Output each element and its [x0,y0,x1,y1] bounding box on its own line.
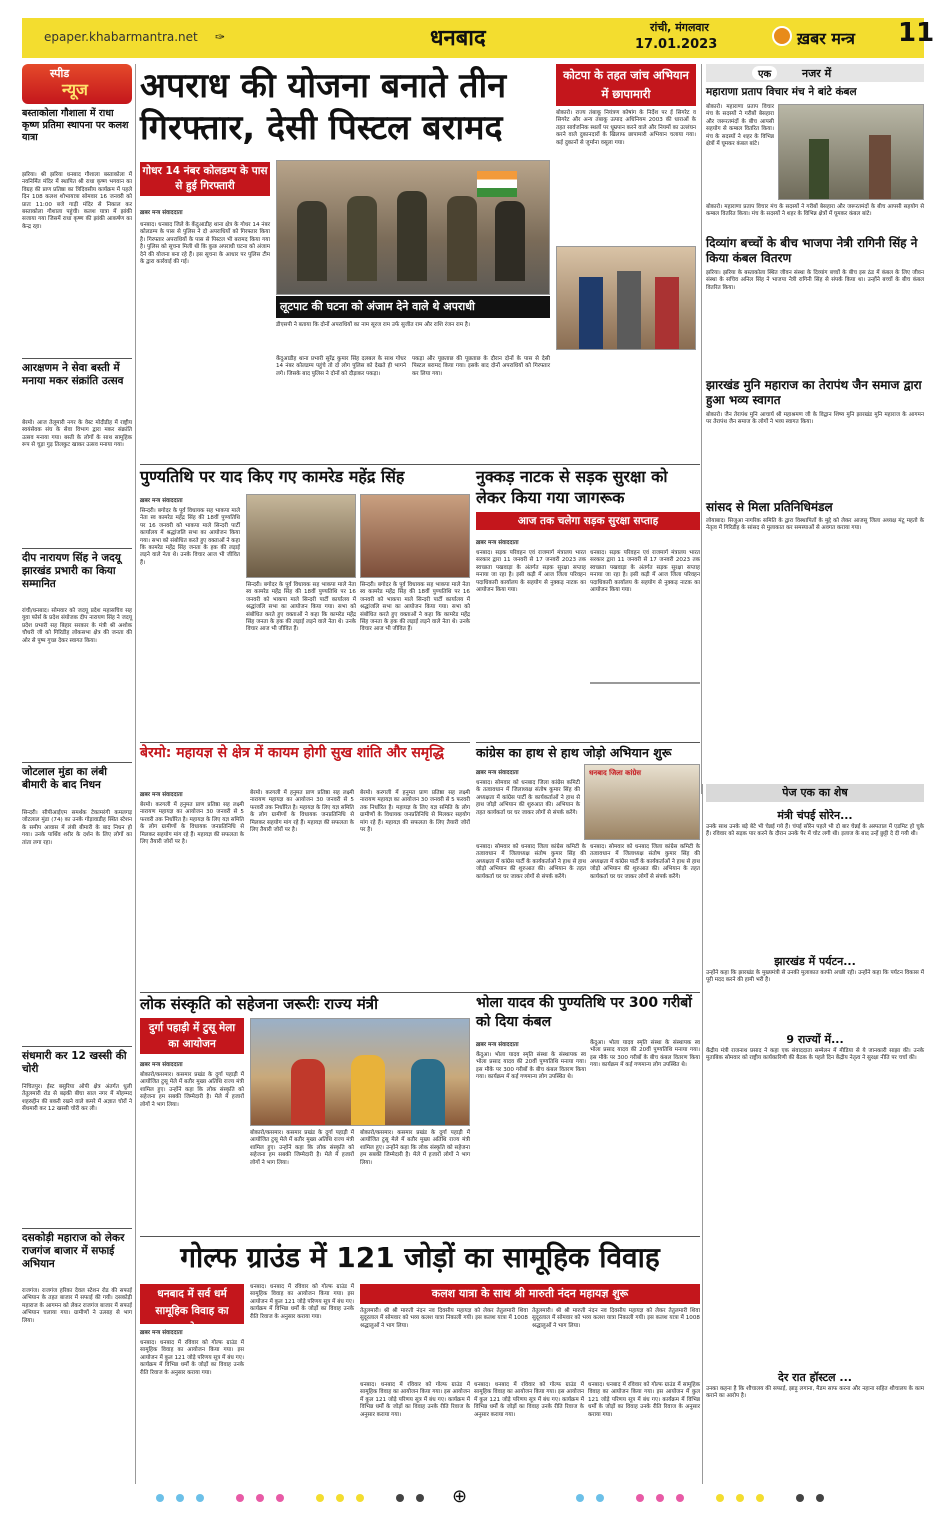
bermo-body-1: बेरमो। करगली में हनुमत प्राण प्रतिष्ठा सह लक्ष्मी नारायण महायज्ञ का आयोजन 30 जनवरी से 5 फरवरी तक निर्धारित है। महायज्ञ के लिए यज्ञ समिति के लोग ग्रामीणों के विधायक जनप्रतिनिधि से मिलकर सहयोग मांग रहे हैं। महायज्ञ की सफलता के लिए तैयारी जोरों पर है। [140,802,244,846]
mahendra-byline: ख़बर मन्त्र संवाददाता [140,498,183,504]
lead-body-2: केंदुआडीह थाना प्रभारी सुरेंद्र कुमार सिंह दलबल के साथ गोधर 14 नंबर कोलडम्प पहुंचे तो दो लोग पुलिस को देखते ही भागने लगे। जिसके बाद पुलिस ने दोनों को दौड़ाकर पकड़ा। [276,356,406,377]
nukkad-sub: आज तक चलेगा सड़क सुरक्षा सप्ताह [476,512,700,530]
speed-news-logo [22,64,132,104]
page-ek-s3-body: केंद्रीय मंत्री राजनाथ प्रसाद ने कहा एक संवाददाता सम्मेलन में मीडिया से ये जानकारी साझा की। उनके मुताबिक सोमवार को राष्ट्रीय कार्यकारिणी की बैठक के पहले दिन केंद्रीय नेतृत्व ने सुरक्षा नीति पर चर्चा की। [706,1048,924,1062]
ek-nazar-story-1-body: बोकारो। महाराणा प्रताप विचार मंच के सदस्यों ने गरीबों बेसहारा और जरूरतमंदों के बीच आपसी सहयोग से कम्बल वितरित किया। मंच के सदस्यों ने शहर के विभिन्न क्षेत्रों में घूमकर कंबल बांटे। [706,104,774,148]
nukkad-byline: ख़बर मन्त्र संवाददाता [476,540,519,546]
divider [22,762,132,763]
page-ek-header: पेज एक का शेष [706,784,924,802]
city-title: धनबाद [430,26,486,51]
bhola-title: भोला यादव की पुण्यतिथि पर 300 गरीबों को दिया कंबल [476,995,692,1030]
bhola-body-1: केंदुआ। भोला यादव स्मृति संस्था के संस्थापक स्व भोला प्रसाद यादव की 20वीं पुण्यतिथि मनाया गया। इस मौके पर 300 गरीबों के बीच कंबल वितरण किया गया। कार्यक्रम में कई गणमान्य लोग उपस्थित थे। [476,1052,586,1081]
mahendra-body-2: सिन्दरी। बगोदर के पूर्व विधायक सह भाकपा माले नेता स्व कामरेड महेंद्र सिंह की 18वीं पुण्यतिथि पर 16 जनवरी को भाकपा माले सिन्दरी पार्टी कार्यालय में श्रद्धांजलि सभा का आयोजन किया गया। सभा को संबोधित करते हुए वक्ताओं ने कहा कि कामरेड महेंद्र सिंह जनता के हक की लड़ाई लड़ने वाले नेता थे। उनके विचार आज भी जीवित हैं। [246,582,356,633]
golf-body-3: धनबाद। धनबाद में रविवार को गोल्फ ग्राउंड में सामूहिक विवाह का आयोजन किया गया। इस आयोजन में कुल 121 जोड़े परिणय सूत्र में बंध गए। कार्यक्रम में विभिन्न धर्मों के जोड़ों का विवाह उनके रीति रिवाज के अनुसार कराया गया। [360,1382,470,1418]
speed-news-3-title: दीप नारायण सिंह ने जदयू झारखंड प्रभारी का किया सम्मानित [22,552,121,590]
speed-news-1-title: बस्ताकोला गौशाला में राधा कृष्ण प्रतिमा स्थापना पर कलश यात्रा [22,108,129,143]
kalash-body-2: तेतुलमारी। श्री श्री मारुती नंदन नव दिवसीय महायज्ञ को लेकर तेतुलमारी शिवा सुदूरलाल में सोमवार को भव्य कलश यात्रा निकाली गयी। इस कलश यात्रा में 1008 श्रद्धालुओं ने भाग लिया। [532,1308,700,1329]
divider [476,742,700,743]
speed-news-2-body: बेरमो। आज तेलूमारी नगर के वेस्ट मोदीडीह में राष्ट्रीय स्वयंसेवक संघ के सेवा विभाग द्वारा मकर संक्रांति उत्सव मनाया गया। बस्ती के लोगों के साथ सामूहिक रूप से चूड़ा गुड़ तिलकुट खाकर उत्सव मनाया गया। [22,420,132,449]
ek-nazar-story-4-body: लोयाबाद। सिजुआ नागरिक समिति के द्वारा विस्थापितों के मुद्दे को लेकर आजसू जिला अध्यक्ष मंटू महतो के नेतृत्व में गिरिडीह के सांसद से मुलाकात कर समस्याओं से अवगत कराया गया। [706,518,924,532]
page-ek-s2-title: झारखंड में पर्यटन... [774,955,856,968]
ek-nazar-story-2-title: दिव्यांग बच्चों के बीच भाजपा नेत्री रागिनी सिंह ने किया कंबल वितरण [706,236,918,265]
lead-headline-line-2: गिरफ्तार, देसी पिस्टल बरामद [140,108,503,148]
ek-nazar-label: नजर में [802,67,832,80]
lead-photo-caption: लूटपाट की घटना को अंजाम देने वाले थे अपराधी [276,296,550,318]
page-ek-s4-title: देर रात हॉस्टल ... [778,1371,852,1384]
mahendra-photo-2 [360,494,470,578]
brand-name: ख़बर मन्त्र [797,29,855,48]
speed-news-6-title: दसकोड़ी महाराज को लेकर राजगंज बाजार में सफाई अभियान [22,1232,125,1270]
footer-dots-svg [150,1491,850,1505]
bermo-title: बेरमो: महायज्ञ से क्षेत्र में कायम होगी सुख शांति और समृद्धि [140,745,444,761]
golf-body-2: धनबाद। धनबाद में रविवार को गोल्फ ग्राउंड में सामूहिक विवाह का आयोजन किया गया। इस आयोजन में कुल 121 जोड़े परिणय सूत्र में बंध गए। कार्यक्रम में विभिन्न धर्मों के जोड़ों का विवाह उनके रीति रिवाज के अनुसार कराया गया। [250,1284,354,1320]
divider [140,464,700,465]
lok-body-1: बोकारो/कसमार। कसमार प्रखंड के दुर्गा पहाड़ी में आयोजित टुसू मेले में बतौर मुख्य अतिथि राज्य मंत्री शामिल हुए। उन्होंने कहा कि लोक संस्कृति को सहेजना हम सबकी जिम्मेदारी है। मेले में हजारों लोगों ने भाग लिया। [140,1072,244,1108]
mahendra-body-3: सिन्दरी। बगोदर के पूर्व विधायक सह भाकपा माले नेता स्व कामरेड महेंद्र सिंह की 18वीं पुण्यतिथि पर 16 जनवरी को भाकपा माले सिन्दरी पार्टी कार्यालय में श्रद्धांजलि सभा का आयोजन किया गया। सभा को संबोधित करते हुए वक्ताओं ने कहा कि कामरेड महेंद्र सिंह जनता के हक की लड़ाई लड़ने वाले नेता थे। उनके विचार आज भी जीवित हैं। [360,582,470,633]
lok-body-2: बोकारो/कसमार। कसमार प्रखंड के दुर्गा पहाड़ी में आयोजित टुसू मेले में बतौर मुख्य अतिथि राज्य मंत्री शामिल हुए। उन्होंने कहा कि लोक संस्कृति को सहेजना हम सबकी जिम्मेदारी है। मेले में हजारों लोगों ने भाग लिया। [250,1130,354,1166]
page-ek-s3-title: 9 राज्यों में... [786,1033,844,1046]
header-place-day: रांची, मंगलवार [650,21,709,34]
page-ek-s4-body: उनका कहना है कि शौचालय की सफाई, झाड़ू लगाना, मैडम साफ करना और नहाना सहित शौचालय के काम कराने का आरोप है। [706,1386,924,1400]
golf-title: गोल्फ ग्राउंड में 121 जोड़ों का सामूहिक विवाह [180,1241,660,1274]
divider [140,1236,700,1237]
lok-body-3: बोकारो/कसमार। कसमार प्रखंड के दुर्गा पहाड़ी में आयोजित टुसू मेले में बतौर मुख्य अतिथि राज्य मंत्री शामिल हुए। उन्होंने कहा कि लोक संस्कृति को सहेजना हम सबकी जिम्मेदारी है। मेले में हजारों लोगों ने भाग लिया। [360,1130,470,1166]
divider [22,1228,132,1229]
kotpa-body: बोकारो। राज्य तंबाकू नियंत्रण कोषांग के निर्देश पर ई सिगरेट व सिगरेट और अन्य तंबाकू उत्पाद अधिनियम 2003 की धाराओं के तहत सार्वजनिक स्थलों पर धूम्रपान करने वाले और नियमों का उल्लंघन करने वाले दुकानदारों के खिलाफ छापामारी अभियान चलाया गया। कई दुकानों से जुर्माना वसूला गया। [556,110,696,146]
cursor-icon: ✑ [215,30,226,44]
ek-nazar-story-1-title: महाराणा प्रताप विचार मंच ने बांटे कंबल [706,86,857,98]
speed-news-4-body: सिन्दरी। सीपीआईएम समर्थक टेकामरंगी कमलगड़ जोटलाल मुंडा (74) का उनके गोड़ावाडीह स्थित स्टेशन के समीप आवास में लंबी बीमारी के बाद निधन हो गया। उनके पार्थिव शरीर के दर्शन के लिए लोगों का तांता लगा रहा। [22,810,132,846]
column-rule [135,64,136,1484]
mahendra-body: सिन्दरी। बगोदर के पूर्व विधायक सह भाकपा माले नेता स्व कामरेड महेंद्र सिंह की 18वीं पुण्यतिथि पर 16 जनवरी को भाकपा माले सिन्दरी पार्टी कार्यालय में श्रद्धांजलि सभा का आयोजन किया गया। सभा को संबोधित करते हुए वक्ताओं ने कहा कि कामरेड महेंद्र सिंह जनता के हक की लड़ाई लड़ने वाले नेता थे। उनके विचार आज भी जीवित हैं। [140,508,240,566]
congress-body-3: धनबाद। सोमवार को धनबाद जिला कांग्रेस कमिटी के तत्वावधान में जिलाध्यक्ष संतोष कुमार सिंह की अध्यक्षता में कांग्रेस पार्टी के कार्यकर्ताओं ने हाथ से हाथ जोड़ो अभियान की शुरुआत की। अभियान के तहत कार्यकर्ता घर घर जाकर लोगों से संपर्क करेंगे। [590,844,701,880]
lead-photo-note: डीएसपी ने बताया कि दोनों अपराधियों का नाम सूरज राम उर्फ सुजीत राम और राशि रंजन राम है। [276,322,470,328]
brand-logo-icon [772,26,792,46]
site-url[interactable]: epaper.khabarmantra.net [44,30,198,44]
ek-nazar-story-1-photo [778,104,924,200]
congress-photo [584,764,700,840]
lead-byline: ख़बर मन्त्र संवाददाता [140,210,183,216]
kotpa-photo [556,246,696,350]
speed-news-logo-bottom: न्यूज [62,80,88,99]
golf-byline: ख़बर मन्त्र संवाददाता [140,1330,183,1336]
divider [140,742,470,743]
lok-photo [250,1018,470,1126]
lead-photo [276,160,550,295]
ek-nazar-badge: एक [752,66,777,80]
speed-news-3-body: रांची/धनबाद। सोमवार को जदयू प्रदेश महासचिव सह युवा फोर्स के प्रदेश संयोजक दीप नारायण सिंह ने जदयू प्रदेश प्रभारी सह बिहार सरकार के मंत्री श्री अशोक चौधरी जी को गिरिडीह लोकसभा क्षेत्र की जनता की ओर से पुष्प गुच्छ देकर स्वागत किया। [22,608,132,644]
lead-body-1: धनबाद। धनबाद जिले के केंदुआडीह थाना क्षेत्र के गोधर 14 नंबर कोलडम्प के पास से पुलिस ने दो अपराधियों को गिरफ्तार किया है। गिरफ्तार अपराधियों के पास से पिस्टल भी बरामद किया गया है। पुलिस को सूचना मिली थी कि कुछ अपराधी घटना को अंजाम देने की योजना बना रहे हैं। इस सूचना के आधार पर पुलिस टीम के द्वारा कार्रवाई की गई। [140,222,270,266]
bhola-body-2: केंदुआ। भोला यादव स्मृति संस्था के संस्थापक स्व भोला प्रसाद यादव की 20वीं पुण्यतिथि मनाया गया। इस मौके पर 300 गरीबों के बीच कंबल वितरण किया गया। कार्यक्रम में कई गणमान्य लोग उपस्थित थे। [590,1040,700,1069]
column-rule [702,784,703,1484]
nukkad-photo [590,682,700,684]
nukkad-body-2: धनबाद। सड़क परिवहन एवं राजमार्ग मंत्रालय भारत सरकार द्वारा 11 जनवरी से 17 जनवरी 2023 तक स्वच्छता पखवाड़ा के अंतर्गत सड़क सुरक्षा सप्ताह मनाया जा रहा है। इसी कड़ी में आज जिला परिवहन पदाधिकारी कार्यालय के सहयोग से नुक्कड़ नाटक का आयोजन किया गया। [590,550,700,594]
speed-news-4-title: जोटलाल मुंडा का लंबी बीमारी के बाद निधन [22,766,107,791]
page-number: 11 [898,18,935,48]
ek-nazar-story-3-body: बोकारो। जैन तेरापंथ मुनि आचार्य श्री महाश्रमण जी के विद्वान शिष्य मुनि झारखंड मुनि महाराज के आगमन पर तेरापंथ जैन समाज के लोगों ने भव्य स्वागत किया। [706,412,924,426]
speed-news-6-body: राजगंज। राजगंज हरिका देवल स्टेशन रोड की सफाई अभियान के तहत बाजार में सफाई की गयी। दसकोड़ी महाराज के आगमन को लेकर राजगंज बाजार में सफाई अभियान चलाया गया। ग्रामीणों ने उत्साह से भाग लिया। [22,1288,132,1324]
kalash-body: तेतुलमारी। श्री श्री मारुती नंदन नव दिवसीय महायज्ञ को लेकर तेतुलमारी शिवा सुदूरलाल में सोमवार को भव्य कलश यात्रा निकाली गयी। इस कलश यात्रा में 1008 श्रद्धालुओं ने भाग लिया। [360,1308,528,1329]
page-ek-s2-body: उन्होंने कहा कि झारखंड के मुख्यमंत्री से उनकी मुलाकात काफी अच्छी रही। उन्होंने कहा कि पर्यटन विकास में पूरी मदद करने की हामी भरी है। [706,970,924,984]
column-rule [701,64,702,794]
lok-kicker: दुर्गा पहाड़ी में टुसू मेला का आयोजन [140,1018,244,1054]
bermo-byline: ख़बर मन्त्र संवाददाता [140,792,183,798]
congress-photo-banner: धनबाद जिला कांग्रेस [589,769,642,777]
footer-color-dots [150,1490,850,1504]
lead-headline-line-1: अपराध की योजना बनाते तीन [140,66,507,106]
mahendra-photo-1 [246,494,356,578]
bermo-body-2: बेरमो। करगली में हनुमत प्राण प्रतिष्ठा सह लक्ष्मी नारायण महायज्ञ का आयोजन 30 जनवरी से 5 फरवरी तक निर्धारित है। महायज्ञ के लिए यज्ञ समिति के लोग ग्रामीणों के विधायक जनप्रतिनिधि से मिलकर सहयोग मांग रहे हैं। महायज्ञ की सफलता के लिए तैयारी जोरों पर है। [250,790,354,834]
golf-body-5: धनबाद। धनबाद में रविवार को गोल्फ ग्राउंड में सामूहिक विवाह का आयोजन किया गया। इस आयोजन में कुल 121 जोड़े परिणय सूत्र में बंध गए। कार्यक्रम में विभिन्न धर्मों के जोड़ों का विवाह उनके रीति रिवाज के अनुसार कराया गया। [588,1382,700,1418]
ek-nazar-story-4-title: सांसद से मिला प्रतिनिधिमंडल [706,500,833,514]
divider [22,1046,132,1047]
speed-news-5-body: निचितपुर। ईस्ट बसुरिया ओपी क्षेत्र अंतर्गत धुली तेतुलमारी रोड से बढ़की बीघा साल नगर में मोहम्मद शहरुद्दीन की बकरी रखने वाले कमरे में अज्ञात चोरों ने सेंधमारी कर 12 खस्सी चोरी कर ली। [22,1084,132,1113]
divider [22,358,132,359]
speed-news-2-title: आरक्षणम ने सेवा बस्ती में मनाया मकर संक्रांति उत्सव [22,362,124,387]
page-ek-s1-title: मंत्री चंपई सोरेन... [777,809,853,822]
congress-body: धनबाद। सोमवार को धनबाद जिला कांग्रेस कमिटी के तत्वावधान में जिलाध्यक्ष संतोष कुमार सिंह की अध्यक्षता में कांग्रेस पार्टी के कार्यकर्ताओं ने हाथ से हाथ जोड़ो अभियान की शुरुआत की। अभियान के तहत कार्यकर्ता घर घर जाकर लोगों से संपर्क करेंगे। [476,780,580,816]
speed-news-5-title: संधमारी कर 12 खस्सी की चोरी [22,1050,127,1075]
ek-nazar-story-1-more: बोकारो। महाराणा प्रताप विचार मंच के सदस्यों ने गरीबों बेसहारा और जरूरतमंदों के बीच आपसी सहयोग से कम्बल वितरित किया। मंच के सदस्यों ने शहर के विभिन्न क्षेत्रों में घूमकर कंबल बांटे। [706,204,924,218]
lok-byline: ख़बर मन्त्र संवाददाता [140,1062,183,1068]
kotpa-title: कोटपा के तहत जांच अभियान में छापामारी [556,64,696,106]
bermo-body-3: बेरमो। करगली में हनुमत प्राण प्रतिष्ठा सह लक्ष्मी नारायण महायज्ञ का आयोजन 30 जनवरी से 5 फरवरी तक निर्धारित है। महायज्ञ के लिए यज्ञ समिति के लोग ग्रामीणों के विधायक जनप्रतिनिधि से मिलकर सहयोग मांग रहे हैं। महायज्ञ की सफलता के लिए तैयारी जोरों पर है। [360,790,470,834]
speed-news-logo-top: स्पीड [50,67,70,80]
lead-kicker: गोधर 14 नंबर कोलडम्प के पास से हुई गिरफ्तारी [140,162,270,196]
congress-byline: ख़बर मन्त्र संवाददाता [476,770,519,776]
page-ek-s1-body: उनके साथ उनके बड़े बेटे भी चेन्नई गये हैं। चंपई सोरेन पहले भी दो बार चेन्नई के अस्पताल में एडमिट हो चुके हैं। रविवार को सड़क पार करने के दौरान उनके पैर में चोट लगी थी। इलाज के बाद उन्हें छुट्टी दे दी गयी थी। [706,824,924,838]
mahendra-title: पुण्यतिथि पर याद किए गए कामरेड महेंद्र सिंह [140,467,405,486]
kalash-title: कलश यात्रा के साथ श्री मारुती नंदन महायज्ञ शुरू [360,1284,700,1304]
registration-mark-icon: ⊕ [452,1486,468,1507]
ek-nazar-story-2-body: झरिया। झरिया के बस्ताकोला स्थित जीवन संस्था के दिव्यांग बच्चों के बीच इस ठंड में कंबल के लिए जीवन संस्था के सचिव अनिल सिंह ने भाजपा नेत्री रागिनी सिंह से संपर्क किया था। उन्होंने बच्चों के बीच कंबल वितरित किया। [706,270,924,291]
nukkad-title: नुक्कड़ नाटक से सड़क सुरक्षा को लेकर किया गया जागरूक [476,467,668,507]
bhola-byline: ख़बर मन्त्र संवाददाता [476,1042,519,1048]
golf-body-4: धनबाद। धनबाद में रविवार को गोल्फ ग्राउंड में सामूहिक विवाह का आयोजन किया गया। इस आयोजन में कुल 121 जोड़े परिणय सूत्र में बंध गए। कार्यक्रम में विभिन्न धर्मों के जोड़ों का विवाह उनके रीति रिवाज के अनुसार कराया गया। [474,1382,584,1418]
speed-news-1-body: झरिया। श्री झरिया धनबाद गौशाला बस्ताकोला में नवनिर्मित मंदिर में स्थापित श्री राधा कृष्ण भगवान का विग्रह की प्राण प्रतिष्ठा का त्रिदिवसीय कार्यक्रम में पहले दिन 108 कलश शोभायात्रा सोमवार 16 जनवरी को प्रातः 11:00 बजे गाड़ी मंदिर से निकाल कर बस्ताकोला गौशाला पहुंची। कलश यात्रा में झांकी सजाया गया जिसमें राधा कृष्ण की झांकी आकर्षण का केन्द्र रहा। [22,172,132,230]
nukkad-body: धनबाद। सड़क परिवहन एवं राजमार्ग मंत्रालय भारत सरकार द्वारा 11 जनवरी से 17 जनवरी 2023 तक स्वच्छता पखवाड़ा के अंतर्गत सड़क सुरक्षा सप्ताह मनाया जा रहा है। इसी कड़ी में आज जिला परिवहन पदाधिकारी कार्यालय के सहयोग से नुक्कड़ नाटक का आयोजन किया गया। [476,550,586,594]
ek-nazar-header [706,64,924,82]
lead-body-3: पकड़ा और पूछताछ की पूछताछ के दौरान दोनों के पास से देसी पिस्टल बरामद किया गया। इसके बाद दोनों अपराधियों को गिरफ्तार कर लिया गया। [412,356,550,377]
golf-body-1: धनबाद। धनबाद में रविवार को गोल्फ ग्राउंड में सामूहिक विवाह का आयोजन किया गया। इस आयोजन में कुल 121 जोड़े परिणय सूत्र में बंध गए। कार्यक्रम में विभिन्न धर्मों के जोड़ों का विवाह उनके रीति रिवाज के अनुसार कराया गया। [140,1340,244,1376]
lok-title: लोक संस्कृति को सहेजना जरूरीः राज्य मंत्री [140,995,378,1013]
divider [22,548,132,549]
divider [140,992,700,993]
congress-body-2: धनबाद। सोमवार को धनबाद जिला कांग्रेस कमिटी के तत्वावधान में जिलाध्यक्ष संतोष कुमार सिंह की अध्यक्षता में कांग्रेस पार्टी के कार्यकर्ताओं ने हाथ से हाथ जोड़ो अभियान की शुरुआत की। अभियान के तहत कार्यकर्ता घर घर जाकर लोगों से संपर्क करेंगे। [476,844,587,880]
header-date: 17.01.2023 [635,37,718,52]
golf-kicker: धनबाद में सर्व धर्म सामूहिक विवाह का आयोजन [140,1284,244,1324]
ek-nazar-story-3-title: झारखंड मुनि महाराज का तेरापंथ जैन समाज द्वारा हुआ भव्य स्वागत [706,378,922,407]
congress-title-display: कांग्रेस का हाथ से हाथ जोड़ो अभियान शुरू [476,745,672,760]
